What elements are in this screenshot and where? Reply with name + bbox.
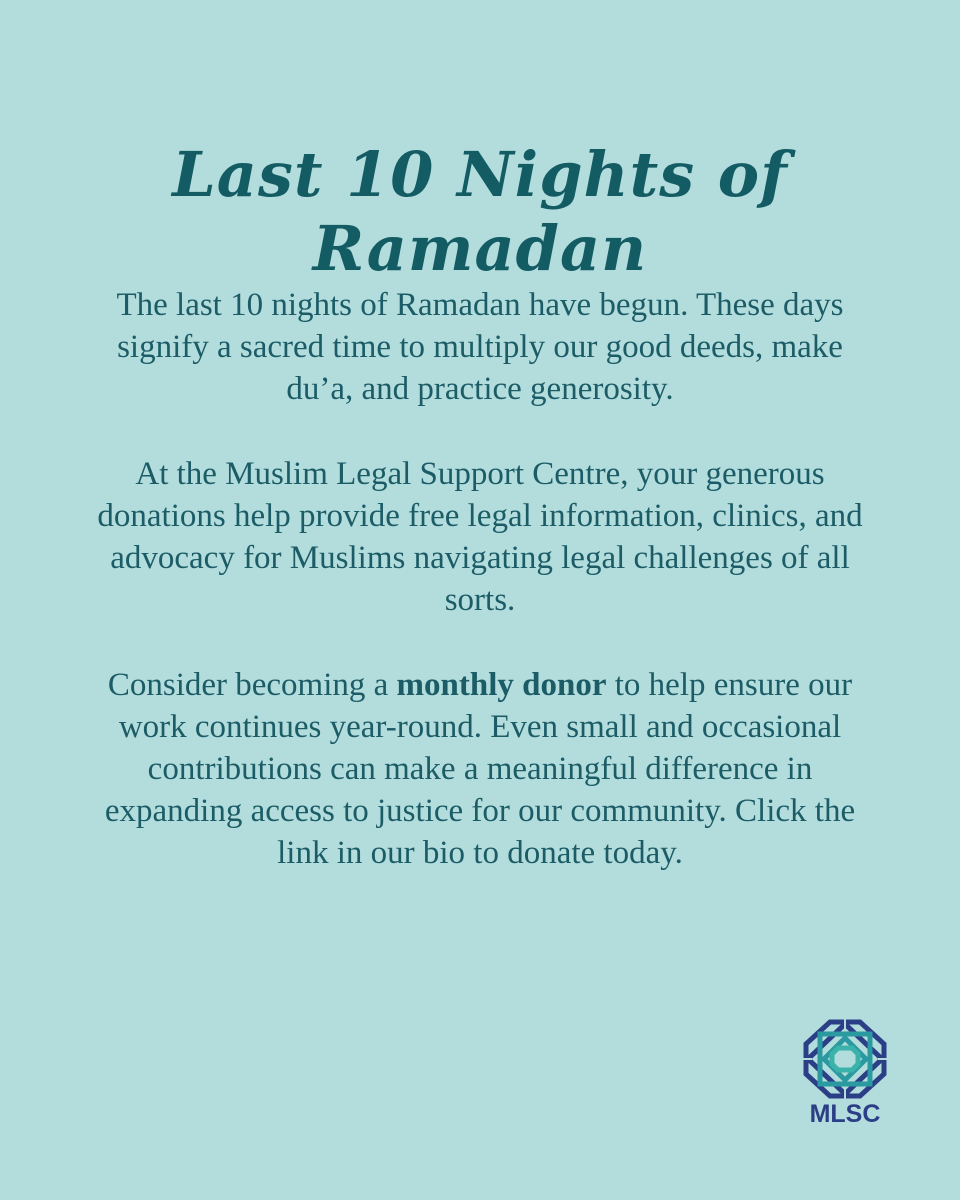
mlsc-logo <box>800 1018 890 1130</box>
paragraph-monthly-donor <box>90 664 870 874</box>
geometric-star-pattern-icon <box>800 1018 890 1100</box>
paragraph-donations: At the Muslim Legal Support Centre, your generous donations help provide free legal information, clinics, and advocacy for Muslims navigating legal challenges of all sorts. <box>97 456 863 618</box>
donor-text-before: Consider becoming a <box>107 667 397 703</box>
donor-text-after: to help ensure our work continues year-round. Even small and occasional contributions can make a meaningful difference in expanding access to justice for our community. Click the link in our bio to donate today. <box>104 667 856 871</box>
logo-text: MLSC <box>809 1100 881 1128</box>
page-title: Last 10 Nights of Ramadan <box>172 138 788 286</box>
paragraph-intro: The last 10 nights of Ramadan have begun. These days signify a sacred time to multiply our good deeds, make du’a, and practice generosity. <box>116 287 844 407</box>
monthly-donor-emphasis: monthly donor <box>396 667 607 703</box>
body-text <box>90 284 870 917</box>
